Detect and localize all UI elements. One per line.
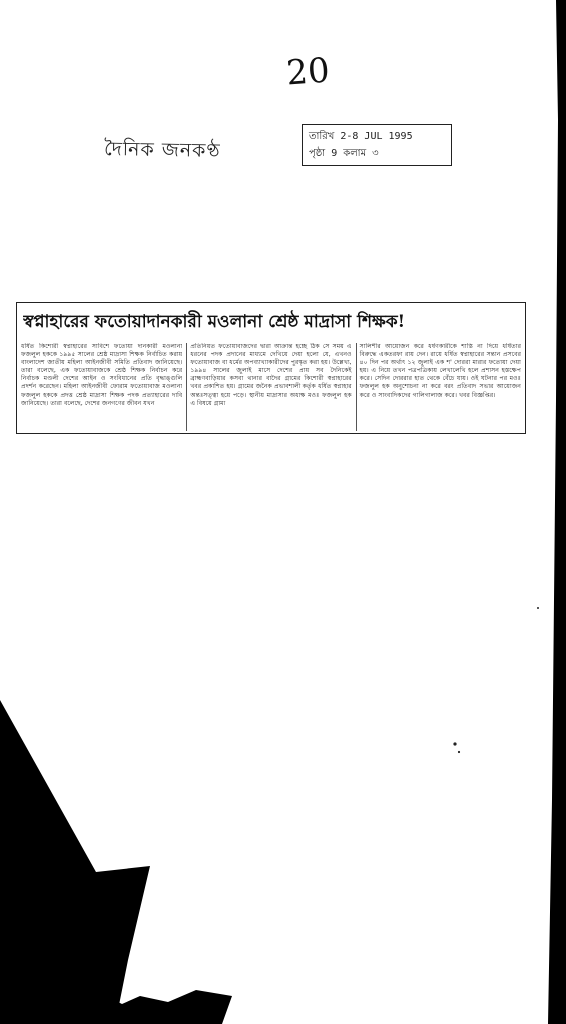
scan-speck — [453, 742, 456, 745]
handwritten-page-number: 20 — [285, 50, 331, 94]
article-column-3: সালিশীর আয়োজন করে ধর্ষণকারীকে শাস্তি না দিয়ে ধর্ষিতার বিরুদ্ধে একতরফা রায় দেন। রায়ে ধর্ষিত স্বপ্নাহারের সন্তান প্রসবের ৪০ দিন পর অর্থাৎ ১২ জুলাই এক শ' দোররা মারার ফতোয়া দেয়া হয়। এ নিয়ে তখন পত্রপত্রিকায় লেখালেখি হলে প্রশাসন হস্তক্ষেপ করে। সেদিন দোররার হাত থেকে বেঁচে যায়। ওই ঘটনার পর মওঃ ফজলুল হক অনুশোচনা না করে বরং প্রতিবাদ সভার আয়োজন করে ও সাংবাদিকদের গালিগালাজ করে। খবর বিজ্ঞপ্তির। — [356, 343, 521, 431]
stamp-column-label: কলাম — [343, 148, 367, 159]
stamp-date-label: তারিখ — [309, 131, 335, 142]
stamp-page-label: পৃষ্ঠা — [309, 148, 326, 159]
newspaper-name: দৈনিক জনকণ্ঠ — [103, 137, 221, 163]
date-stamp — [302, 124, 452, 166]
scan-speck — [458, 751, 460, 753]
news-clipping — [16, 302, 526, 434]
stamp-column-value: ৩ — [372, 148, 379, 159]
article-headline: স্বপ্নাহারের ফতোয়াদানকারী মওলানা শ্রেষ্ঠ মাদ্রাসা শিক্ষক! — [23, 312, 406, 332]
stamp-date-value: 2-8 JUL 1995 — [340, 131, 413, 142]
article-body — [21, 343, 521, 431]
stamp-page-value: 9 — [331, 148, 338, 159]
article-column-1: ধর্ষিত কিশোরী স্বপ্নাহারের সাবিশে ফতোয়া দানকারী মওলানা ফজলুল হককে ১৯৯৫ সালের শ্রেষ্ঠ মাদ্রাসা শিক্ষক নির্বাচিত করায় বাংলাদেশ জাতীয় মহিলা আইনজীবী সমিতি প্রতিবাদ জানিয়েছে। তারা বলেছে, এক ফতোয়াবাজকে শ্রেষ্ঠ শিক্ষক নির্বাচন করে নির্বাচক মণ্ডলী দেশের আইন ও সংবিধানের প্রতি বৃদ্ধাঙ্গুলি প্রদর্শন করেছেন। মহিলা আইনজীবী ফোরাম ফতোয়াবাজ মওলানা ফজলুল হককে প্রদত্ত শ্রেষ্ঠ মাদ্রাসা শিক্ষক পদক প্রত্যাহারের দাবি জানিয়েছে। তারা বলেছে, দেশের জনগণের জীবন যখন — [21, 343, 183, 407]
article-column-2: প্রতিনিয়ত ফতোয়াবাজদের দ্বারা আক্রান্ত হচ্ছে ঠিক সে সময় এ ধরনের পদক প্রদানের মাধ্যমে দেখিয়ে দেয়া হলো যে, এখনও ফতোয়াবাজ বা ধর্মের অপব্যাখ্যাকারীদের পুরস্কৃত করা হয়। উল্লেখ্য, ১৯৯৪ সালের জুলাই মাসে দেশের প্রায় সব দৈনিকেই ব্রাহ্মণবাড়িয়ার কসবা থানার বাদৈর গ্রামের কিশোরী স্বপ্নাহারের খবর প্রকাশিত হয়। গ্রামের জনৈক প্রভাবশালী কর্তৃক ধর্ষিত স্বপ্নাহার অন্তঃসত্ত্বা হয়ে পড়ে। স্থানীয় মাদ্রাসার অধ্যক্ষ মওঃ ফজলুল হক এ বিষয়ে গ্রাম্য — [186, 343, 351, 431]
scan-speck — [537, 607, 539, 609]
